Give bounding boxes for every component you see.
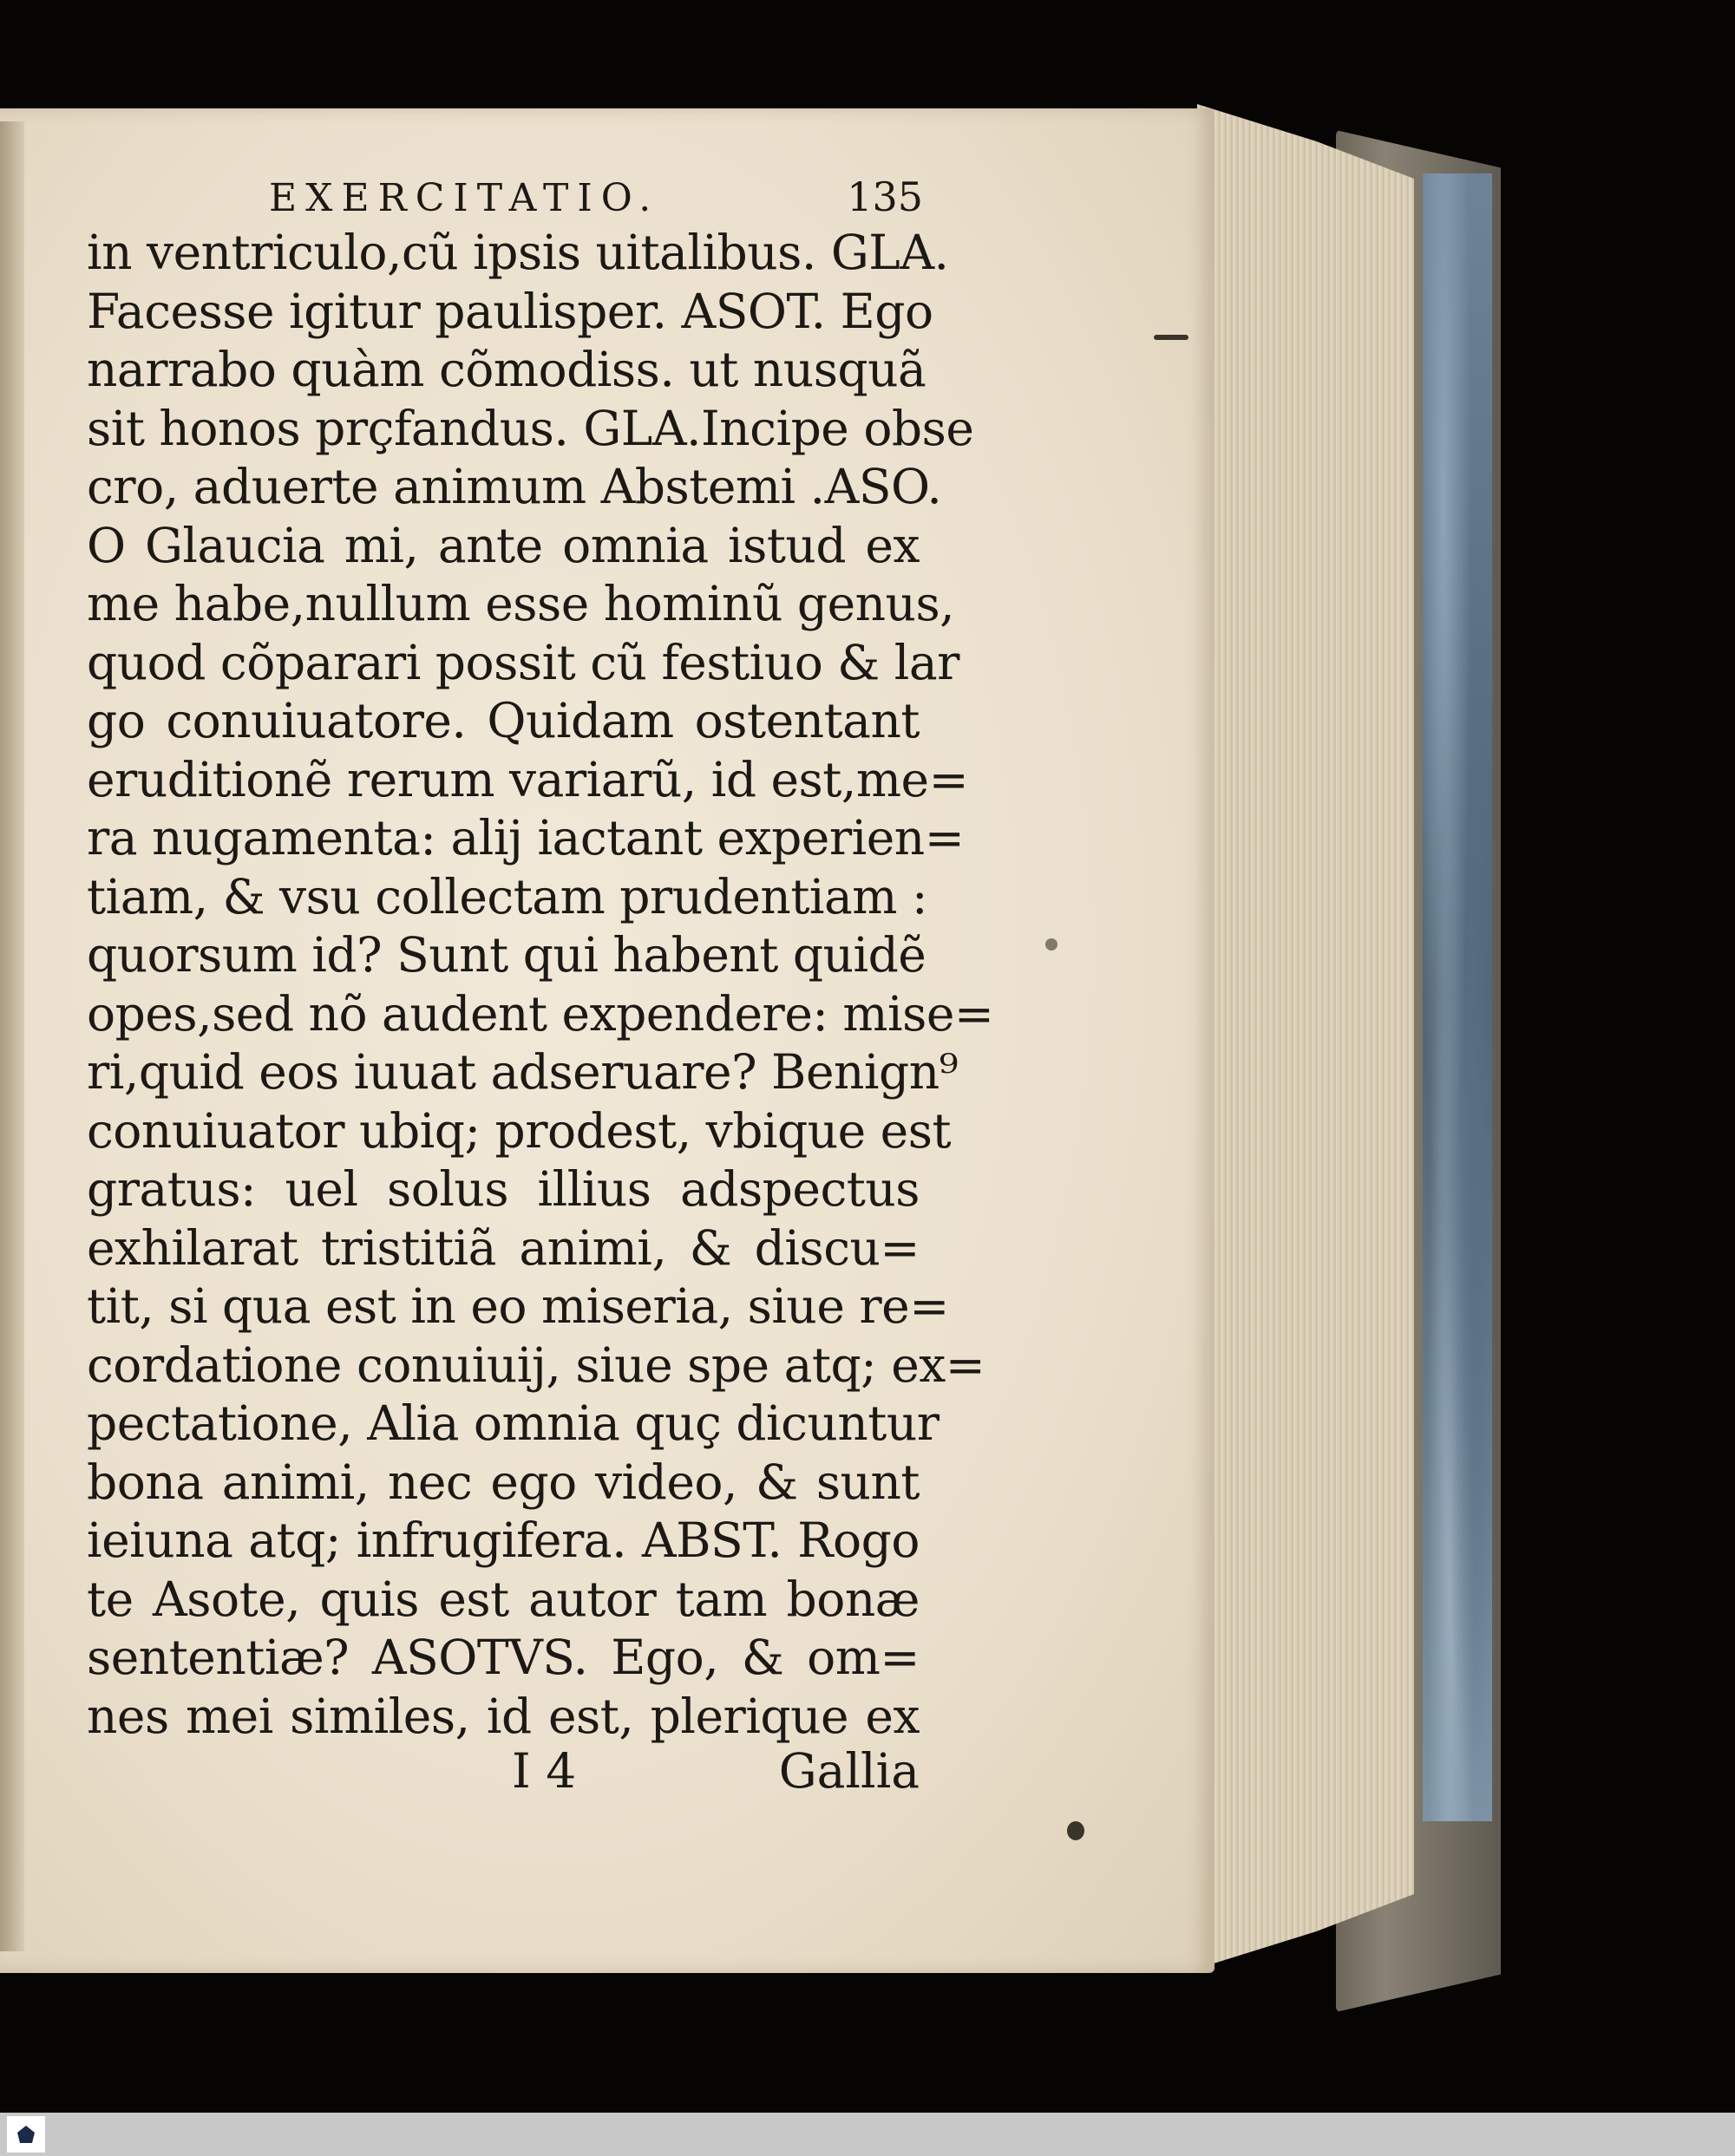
text-line: tiam, & vsu collectam prudentiam : <box>87 868 927 924</box>
text-line: gratus: uel solus illius adspectus <box>87 1161 920 1217</box>
text-line: O Glaucia mi, ante omnia istud ex <box>87 517 920 573</box>
text-line: go conuiuatore. Quidam ostentant <box>87 693 920 748</box>
text-block <box>87 173 994 1746</box>
signature-mark: I 4 <box>512 1743 577 1799</box>
viewer-footer-bar <box>0 2113 1735 2156</box>
text-line: nes mei similes, id est, plerique ex <box>87 1688 920 1744</box>
text-line: in ventriculo,cũ ipsis uitalibus. GLA. <box>87 225 949 280</box>
text-line: tit, si qua est in eo miseria, siue re= <box>87 1278 949 1334</box>
text-line: exhilarat tristitiã animi, & discu= <box>87 1219 920 1276</box>
text-line: te Asote, quis est autor tam bonæ <box>87 1571 920 1627</box>
page-footer <box>87 1743 920 1804</box>
text-line: pectatione, Alia omnia quç dicuntur <box>87 1395 940 1451</box>
text-line: ra nugamenta: alij iactant experien= <box>87 810 965 866</box>
library-logo-icon <box>7 2116 45 2153</box>
ink-spot <box>1067 1821 1084 1840</box>
text-line: sit honos prçfandus. GLA.Incipe obse <box>87 400 974 456</box>
text-line: narrabo quàm cõmodiss. ut nusquã <box>87 342 926 397</box>
ink-spot <box>1154 335 1188 340</box>
body-text <box>87 224 994 1746</box>
text-line: sententiæ? ASOTVS. Ego, & om= <box>87 1630 920 1685</box>
running-header <box>269 173 923 224</box>
text-line: bona animi, nec ego video, & sunt <box>87 1454 920 1510</box>
text-line: cro, aduerte animum Abstemi .ASO. <box>87 459 942 514</box>
text-line: Facesse igitur paulisper. ASOT. Ego <box>87 283 933 339</box>
marbled-board <box>1423 173 1492 1821</box>
text-line: quod cõparari possit cũ festiuo & lar <box>87 634 959 690</box>
text-line: eruditionẽ rerum variarũ, id est,me= <box>87 751 969 807</box>
ink-spot <box>1045 938 1057 951</box>
text-line: conuiuator ubiq; prodest, vbique est <box>87 1102 952 1159</box>
running-head: EXERCITATIO. <box>269 176 660 220</box>
facing-page-edge <box>0 121 24 1951</box>
page-edges <box>1197 104 1414 1969</box>
folio-number: 135 <box>847 173 923 220</box>
text-line: ieiuna atq; infrugifera. ABST. Rogo <box>87 1512 920 1568</box>
text-line: opes,sed nõ audent expendere: mise= <box>87 985 994 1042</box>
text-line: quorsum id? Sunt qui habent quidẽ <box>87 927 926 983</box>
text-line: me habe,nullum esse hominũ genus, <box>87 576 955 631</box>
text-line: ri,quid eos iuuat adseruare? Benign⁹ <box>87 1044 959 1100</box>
catchword: Gallia <box>778 1743 920 1799</box>
text-line: cordatione conuiuij, siue spe atq; ex= <box>87 1336 985 1393</box>
